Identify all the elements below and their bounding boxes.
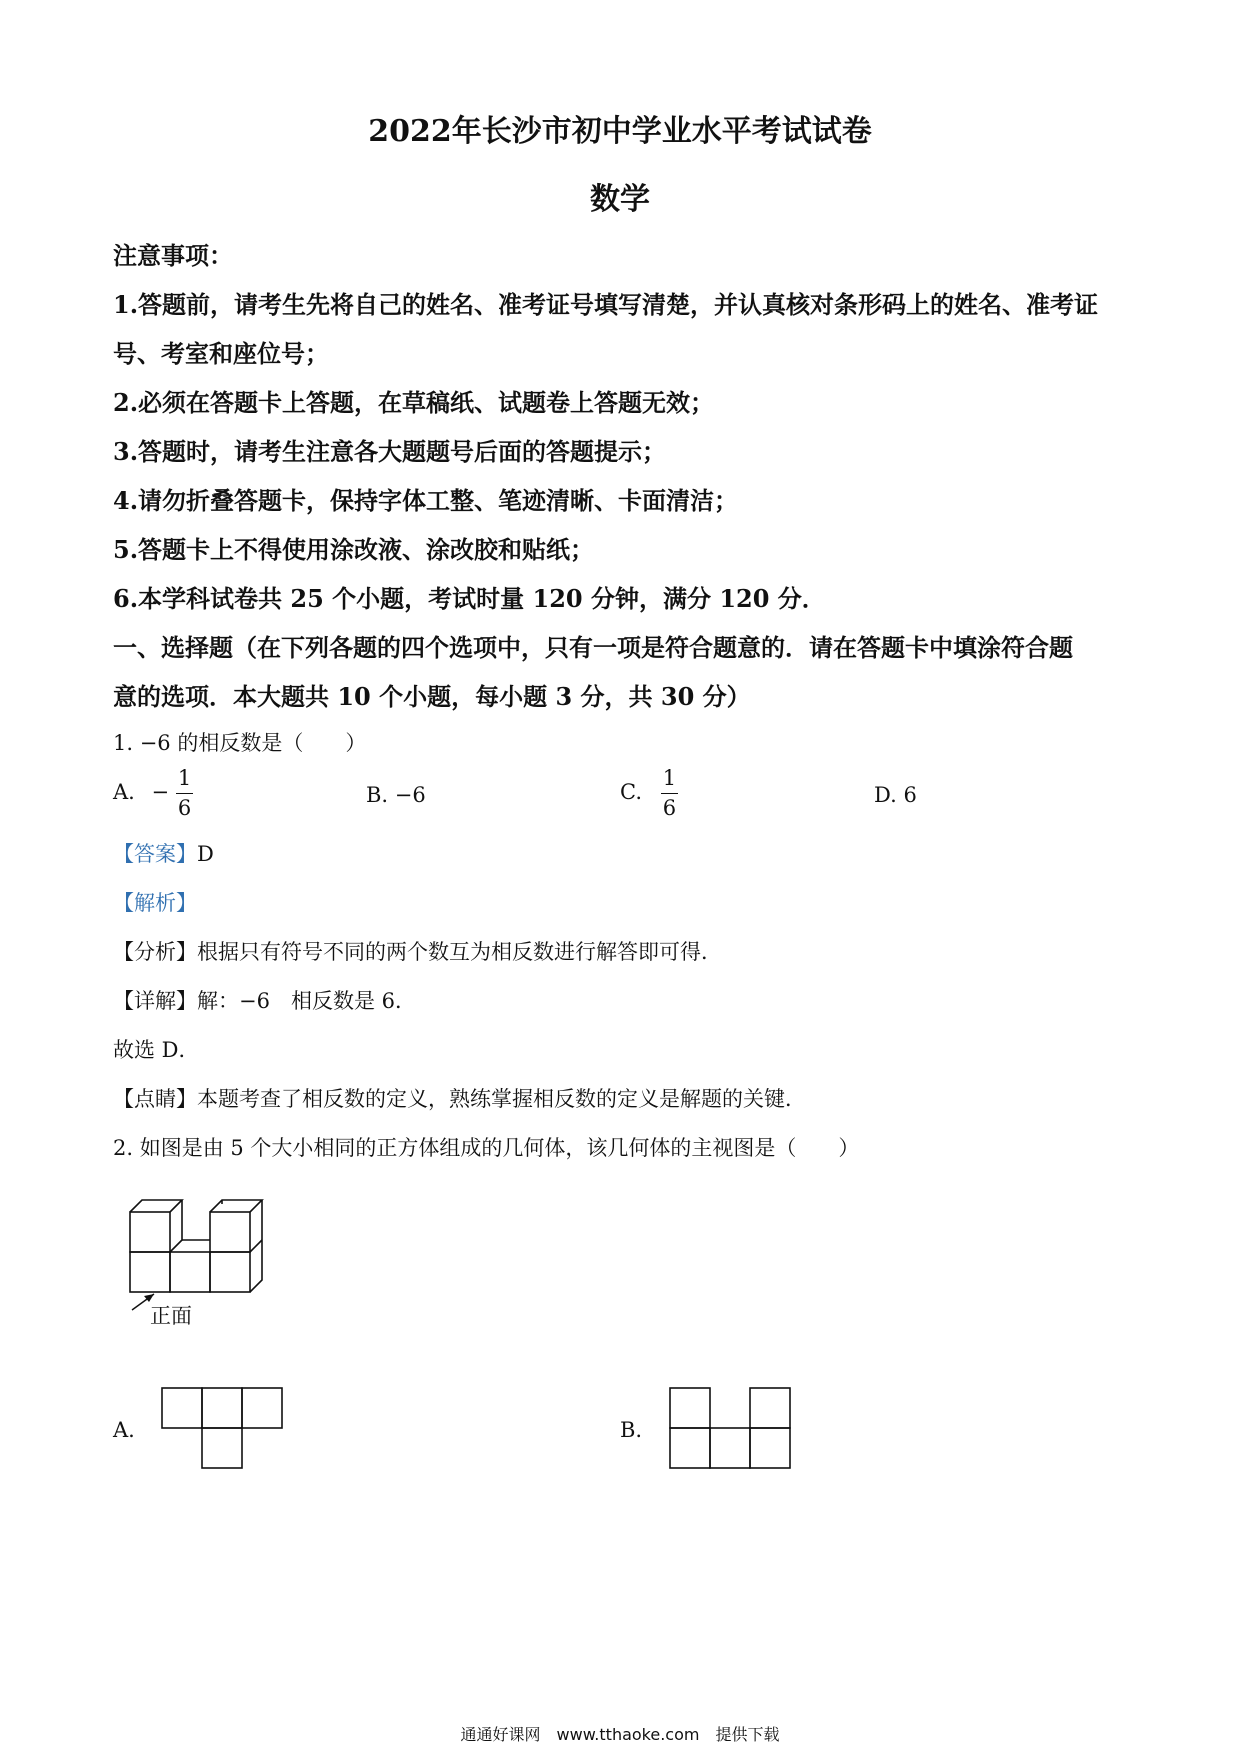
q1-xiangjie: 【详解】解：−6 相反数是 6． bbox=[113, 989, 416, 1013]
q2-solid-figure bbox=[120, 1190, 280, 1330]
q2-option-a-figure bbox=[160, 1386, 286, 1472]
option-c-denominator: 6 bbox=[662, 796, 677, 820]
q1-analysis-tag: 【解析】 bbox=[113, 891, 197, 915]
notice-line-4: 4.请勿折叠答题卡，保持字体工整、笔迹清晰、卡面清洁； bbox=[113, 486, 739, 515]
notice-line-6: 6.本学科试卷共 25 个小题，考试时量 120 分钟，满分 120 分． bbox=[113, 584, 826, 613]
page-footer: 通通好课网 www.tthaoke.com 提供下载 bbox=[460, 1725, 780, 1744]
q1-option-a bbox=[113, 768, 193, 819]
q1-stem: 1. −6 的相反数是（ ） bbox=[113, 731, 367, 755]
notice-line-5: 5.答题卡上不得使用涂改液、涂改胶和贴纸； bbox=[113, 535, 595, 564]
answer-value: D bbox=[197, 842, 214, 866]
notice-line-1b: 号、考室和座位号； bbox=[113, 339, 329, 368]
q1-fenxi: 【分析】根据只有符号不同的两个数互为相反数进行解答即可得． bbox=[113, 940, 722, 964]
option-a-fraction bbox=[176, 768, 193, 819]
q1-answer bbox=[113, 838, 214, 868]
q2-figure-label: 正面 bbox=[150, 1304, 192, 1328]
notice-line-3: 3.答题时，请考生注意各大题题号后面的答题提示； bbox=[113, 437, 667, 466]
page-title: 2022年长沙市初中学业水平考试试卷 bbox=[368, 114, 872, 149]
option-a-label: A. bbox=[113, 780, 135, 804]
q2-option-b-figure bbox=[668, 1386, 794, 1472]
subject-title: 数学 bbox=[590, 182, 650, 217]
q2-option-b-label: B. bbox=[620, 1418, 643, 1442]
q1-dianjing: 【点睛】本题考查了相反数的定义，熟练掌握相反数的定义是解题的关键． bbox=[113, 1087, 806, 1111]
notice-line-1a: 1.答题前，请考生先将自己的姓名、准考证号填写清楚，并认真核对条形码上的姓名、准考证 bbox=[113, 290, 1099, 319]
option-a-sign: − bbox=[151, 780, 170, 804]
q2-option-a-label: A. bbox=[113, 1418, 135, 1442]
option-c-fraction bbox=[661, 768, 678, 819]
notice-line-2: 2.必须在答题卡上答题，在草稿纸、试题卷上答题无效； bbox=[113, 388, 715, 417]
option-a-denominator: 6 bbox=[177, 796, 192, 820]
section-heading-b: 意的选项．本大题共 10 个小题，每小题 3 分，共 30 分） bbox=[113, 682, 751, 711]
q1-option-b: B. −6 bbox=[366, 783, 426, 807]
option-c-numerator: 1 bbox=[662, 766, 677, 790]
answer-tag: 【答案】 bbox=[113, 842, 197, 866]
option-c-label: C. bbox=[620, 780, 642, 804]
notice-heading: 注意事项： bbox=[113, 241, 233, 270]
q1-guxuan: 故选 D． bbox=[113, 1038, 200, 1062]
option-a-numerator: 1 bbox=[177, 766, 192, 790]
q2-stem: 2. 如图是由 5 个大小相同的正方体组成的几何体，该几何体的主视图是（ ） bbox=[113, 1136, 860, 1160]
section-heading-a: 一、选择题（在下列各题的四个选项中，只有一项是符合题意的．请在答题卡中填涂符合题 bbox=[113, 633, 1073, 662]
q1-option-c bbox=[620, 768, 678, 819]
q1-option-d: D. 6 bbox=[874, 783, 917, 807]
